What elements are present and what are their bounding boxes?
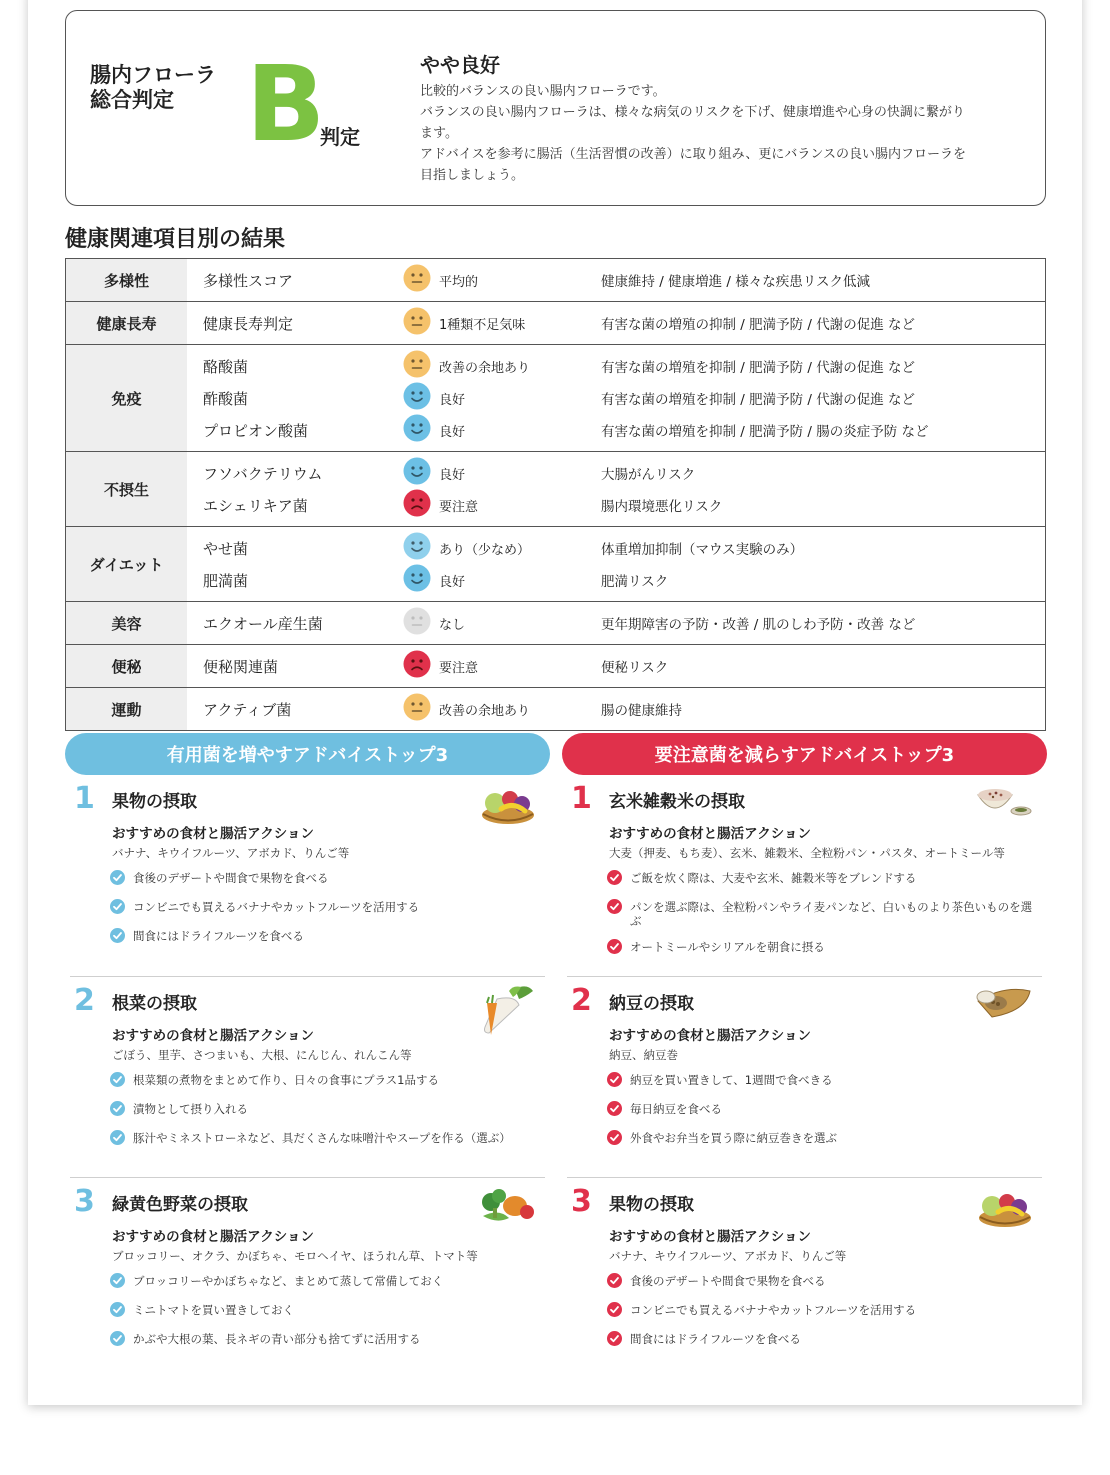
result-rows (187, 452, 1045, 526)
advice-action (110, 1274, 540, 1291)
result-status (403, 532, 601, 564)
advice-item (567, 1177, 1042, 1378)
advice-bad-header: 要注意菌を減らすアドバイストップ3 (562, 733, 1047, 775)
check-circle-icon (607, 870, 622, 888)
result-category: 健康長寿 (66, 302, 187, 344)
advice-title: 根菜の摂取 (112, 994, 197, 1014)
result-effect: 腸の健康維持 (601, 703, 682, 719)
natto-icon (974, 983, 1034, 1027)
result-status (403, 350, 601, 382)
result-row (187, 350, 1045, 382)
advice-title: 納豆の摂取 (609, 994, 694, 1014)
red-face-icon (403, 489, 431, 521)
result-rows (187, 345, 1045, 451)
advice-action (110, 900, 540, 917)
result-row (187, 264, 1045, 296)
result-item: フソバクテリウム (203, 464, 323, 483)
advice-action (110, 929, 540, 946)
result-status (403, 693, 601, 725)
red-face-icon (403, 650, 431, 682)
advice-action (607, 900, 1037, 928)
result-group (65, 302, 1046, 345)
advice-action-text: 毎日納豆を食べる (630, 1102, 722, 1116)
yellow-face-icon (403, 307, 431, 339)
desc-line: 目指しましょう。 (420, 168, 525, 183)
result-effect: 体重増加抑制（マウス実験のみ） (601, 542, 804, 558)
result-status (403, 607, 601, 639)
advice-action-text: 納豆を買い置きして、1週間で食べきる (630, 1073, 833, 1087)
advice-action (607, 1303, 1037, 1320)
result-row (187, 607, 1045, 639)
result-row (187, 532, 1045, 564)
result-status (403, 264, 601, 296)
advice-item (567, 775, 1042, 976)
advice-action-text: オートミールやシリアルを朝食に摂る (630, 940, 825, 954)
fruit-basket-icon (479, 781, 537, 833)
result-status (403, 457, 601, 489)
result-group (65, 345, 1046, 452)
check-circle-icon (607, 1273, 622, 1291)
advice-action (607, 1073, 1037, 1090)
result-status-label: 良好 (439, 424, 466, 440)
advice-action (110, 1303, 540, 1320)
result-group (65, 645, 1046, 688)
desc-line: ます。 (420, 126, 458, 141)
result-effect: 健康維持 / 健康増進 / 様々な疾患リスク低減 (601, 274, 870, 290)
advice-item (70, 976, 545, 1177)
check-circle-icon (110, 1072, 125, 1090)
check-circle-icon (110, 1302, 125, 1320)
result-rows (187, 302, 1045, 344)
results-table (65, 258, 1046, 731)
advice-good-column (70, 775, 545, 1378)
overall-judgement-box (65, 10, 1046, 206)
overall-grade: B (246, 43, 326, 165)
advice-subtitle: おすすめの食材と腸活アクション (112, 826, 314, 842)
result-status-label: 良好 (439, 467, 466, 483)
result-item: アクティブ菌 (203, 700, 292, 719)
advice-action (110, 1131, 540, 1148)
advice-subtitle: おすすめの食材と腸活アクション (112, 1028, 314, 1044)
advice-action-text: ご飯を炊く際は、大麦や玄米、雑穀米等をブレンドする (630, 871, 917, 885)
advice-number: 2 (571, 983, 592, 1018)
result-status-label: なし (439, 617, 466, 633)
result-group (65, 688, 1046, 731)
result-item: 健康長寿判定 (203, 314, 294, 333)
advice-title: 緑黄色野菜の摂取 (112, 1195, 248, 1215)
overall-description (420, 81, 1020, 186)
result-effect: 肥満リスク (601, 574, 669, 590)
result-status (403, 650, 601, 682)
result-item: 酪酸菌 (203, 357, 249, 376)
result-item: 便秘関連菌 (203, 657, 279, 676)
check-circle-icon (110, 870, 125, 888)
advice-action (607, 1131, 1037, 1148)
advice-foods: 大麦（押麦、もち麦）、玄米、雑穀米、全粒粉パン・パスタ、オートミール等 (609, 846, 1005, 860)
advice-foods: ブロッコリー、オクラ、かぼちゃ、モロヘイヤ、ほうれん草、トマト等 (112, 1249, 478, 1263)
result-category: 運動 (66, 688, 187, 730)
advice-actions (607, 871, 1037, 969)
advice-action-text: 食後のデザートや間食で果物を食べる (133, 871, 329, 885)
results-title: 健康関連項目別の結果 (65, 227, 286, 252)
overall-label-line1: 腸内フローラ (90, 63, 216, 87)
result-group (65, 259, 1046, 302)
result-status-label: 改善の余地あり (439, 703, 531, 719)
result-effect: 腸内環境悪化リスク (601, 499, 723, 515)
result-row (187, 650, 1045, 682)
advice-action-text: 漬物として摂り入れる (133, 1102, 248, 1116)
result-status (403, 382, 601, 414)
advice-action-text: 食後のデザートや間食で果物を食べる (630, 1274, 826, 1288)
advice-subtitle: おすすめの食材と腸活アクション (112, 1229, 314, 1245)
desc-line: アドバイスを参考に腸活（生活習慣の改善）に取り組み、更にバランスの良い腸内フローラを (420, 147, 967, 162)
advice-action-text: ブロッコリーやかぼちゃなど、まとめて蒸して常備しておく (133, 1274, 444, 1288)
advice-number: 1 (74, 781, 95, 816)
desc-line: 比較的バランスの良い腸内フローラです。 (420, 84, 666, 99)
result-group (65, 602, 1046, 645)
result-category: 便秘 (66, 645, 187, 687)
advice-good-header: 有用菌を増やすアドバイストップ3 (65, 733, 550, 775)
rice-bowl-icon (974, 781, 1034, 825)
advice-action-text: コンビニでも買えるバナナやカットフルーツを活用する (630, 1303, 917, 1317)
root-vegetables-icon (475, 983, 537, 1041)
blue-face-icon (403, 564, 431, 596)
advice-subtitle: おすすめの食材と腸活アクション (609, 1028, 811, 1044)
advice-action-text: 豚汁やミネストローネなど、具だくさんな味噌汁やスープを作る（選ぶ） (133, 1131, 511, 1145)
desc-line: バランスの良い腸内フローラは、様々な病気のリスクを下げ、健康増進や心身の快調に繋がり (420, 105, 965, 120)
advice-action (607, 940, 1037, 957)
check-circle-icon (607, 1130, 622, 1148)
advice-number: 1 (571, 781, 592, 816)
result-item: エシェリキア菌 (203, 496, 308, 515)
advice-title: 玄米雑穀米の摂取 (609, 792, 745, 812)
advice-action-text: パンを選ぶ際は、全粒粉パンやライ麦パンなど、白いものより茶色いものを選ぶ (630, 900, 1033, 928)
result-effect: 更年期障害の予防・改善 / 肌のしわ予防・改善 など (601, 617, 916, 633)
advice-foods: 納豆、納豆巻 (609, 1048, 678, 1062)
advice-action-text: ミニトマトを買い置きしておく (133, 1303, 294, 1317)
result-row (187, 414, 1045, 446)
advice-actions (607, 1073, 1037, 1160)
advice-foods: バナナ、キウイフルーツ、アボカド、りんご等 (112, 846, 350, 860)
fruit-basket-icon (976, 1184, 1034, 1236)
check-circle-icon (607, 1302, 622, 1320)
result-status (403, 489, 601, 521)
advice-action (110, 1102, 540, 1119)
result-category: 免疫 (66, 345, 187, 451)
result-rows (187, 688, 1045, 730)
result-row (187, 693, 1045, 725)
overall-label (90, 63, 216, 113)
result-item: 酢酸菌 (203, 389, 249, 408)
advice-action (110, 1332, 540, 1349)
result-effect: 有害な菌の増殖の抑制 / 肥満予防 / 代謝の促進 など (601, 317, 916, 333)
result-rows (187, 602, 1045, 644)
result-effect: 有害な菌の増殖を抑制 / 肥満予防 / 腸の炎症予防 など (601, 424, 929, 440)
result-status (403, 414, 601, 446)
result-effect: 便秘リスク (601, 660, 669, 676)
advice-number: 2 (74, 983, 95, 1018)
result-group (65, 527, 1046, 602)
result-status (403, 307, 601, 339)
green-vegetables-icon (479, 1184, 537, 1230)
advice-number: 3 (571, 1184, 592, 1219)
yellow-face-icon (403, 350, 431, 382)
check-circle-icon (110, 899, 125, 917)
result-item: やせ菌 (203, 539, 249, 558)
check-circle-icon (607, 1101, 622, 1119)
advice-actions (110, 871, 540, 958)
advice-action-text: 間食にはドライフルーツを食べる (133, 929, 304, 943)
overall-label-line2: 総合判定 (90, 88, 174, 112)
check-circle-icon (607, 1072, 622, 1090)
advice-actions (110, 1274, 540, 1361)
result-item: 肥満菌 (203, 571, 249, 590)
blue-face-icon (403, 414, 431, 446)
advice-action (607, 1332, 1037, 1349)
gray-face-icon (403, 607, 431, 639)
result-effect: 大腸がんリスク (601, 467, 696, 483)
advice-action-text: 間食にはドライフルーツを食べる (630, 1332, 801, 1346)
result-category: 多様性 (66, 259, 187, 301)
advice-action (110, 1073, 540, 1090)
check-circle-icon (110, 1273, 125, 1291)
yellow-face-icon (403, 693, 431, 725)
advice-subtitle: おすすめの食材と腸活アクション (609, 826, 811, 842)
result-effect: 有害な菌の増殖を抑制 / 肥満予防 / 代謝の促進 など (601, 392, 916, 408)
advice-action (607, 1102, 1037, 1119)
result-status-label: 1種類不足気味 (439, 317, 526, 333)
result-effect: 有害な菌の増殖を抑制 / 肥満予防 / 代謝の促進 など (601, 360, 916, 376)
advice-foods: バナナ、キウイフルーツ、アボカド、りんご等 (609, 1249, 847, 1263)
result-row (187, 564, 1045, 596)
advice-action-text: かぶや大根の葉、長ネギの青い部分も捨てずに活用する (133, 1332, 421, 1346)
check-circle-icon (110, 1331, 125, 1349)
advice-title: 果物の摂取 (112, 792, 197, 812)
advice-item (567, 976, 1042, 1177)
result-row (187, 382, 1045, 414)
advice-actions (607, 1274, 1037, 1361)
check-circle-icon (607, 1331, 622, 1349)
result-rows (187, 645, 1045, 687)
check-circle-icon (607, 899, 622, 917)
result-rows (187, 527, 1045, 601)
lightblue-face-icon (403, 532, 431, 564)
check-circle-icon (110, 1130, 125, 1148)
advice-bad-column (567, 775, 1042, 1378)
result-status-label: 要注意 (439, 660, 479, 676)
result-item: プロピオン酸菌 (203, 421, 309, 440)
result-row (187, 457, 1045, 489)
advice-action (607, 1274, 1037, 1291)
advice-action (607, 871, 1037, 888)
check-circle-icon (110, 1101, 125, 1119)
result-status-label: 良好 (439, 392, 466, 408)
blue-face-icon (403, 457, 431, 489)
result-status-label: 良好 (439, 574, 466, 590)
blue-face-icon (403, 382, 431, 414)
result-status-label: 平均的 (439, 274, 479, 290)
result-item: 多様性スコア (203, 271, 294, 290)
result-row (187, 307, 1045, 339)
result-item: エクオール産生菌 (203, 614, 323, 633)
result-rows (187, 259, 1045, 301)
yellow-face-icon (403, 264, 431, 296)
result-category: 不摂生 (66, 452, 187, 526)
advice-action-text: 外食やお弁当を買う際に納豆巻きを選ぶ (630, 1131, 837, 1145)
result-status-label: あり（少なめ） (439, 542, 531, 558)
result-status-label: 要注意 (439, 499, 479, 515)
advice-item (70, 1177, 545, 1378)
result-row (187, 489, 1045, 521)
advice-action-text: 根菜類の煮物をまとめて作り、日々の食事にプラス1品する (133, 1073, 439, 1087)
check-circle-icon (607, 939, 622, 957)
check-circle-icon (110, 928, 125, 946)
result-group (65, 452, 1046, 527)
result-category: 美容 (66, 602, 187, 644)
result-status-label: 改善の余地あり (439, 360, 531, 376)
advice-actions (110, 1073, 540, 1160)
advice-title: 果物の摂取 (609, 1195, 694, 1215)
advice-action-text: コンビニでも買えるバナナやカットフルーツを活用する (133, 900, 420, 914)
report-sheet (28, 0, 1082, 1405)
overall-verdict: やや良好 (420, 53, 500, 77)
result-status (403, 564, 601, 596)
advice-subtitle: おすすめの食材と腸活アクション (609, 1229, 811, 1245)
advice-number: 3 (74, 1184, 95, 1219)
advice-action (110, 871, 540, 888)
advice-foods: ごぼう、里芋、さつまいも、大根、にんじん、れんこん等 (112, 1048, 412, 1062)
result-category: ダイエット (66, 527, 187, 601)
overall-grade-suffix: 判定 (320, 125, 360, 149)
advice-item (70, 775, 545, 976)
